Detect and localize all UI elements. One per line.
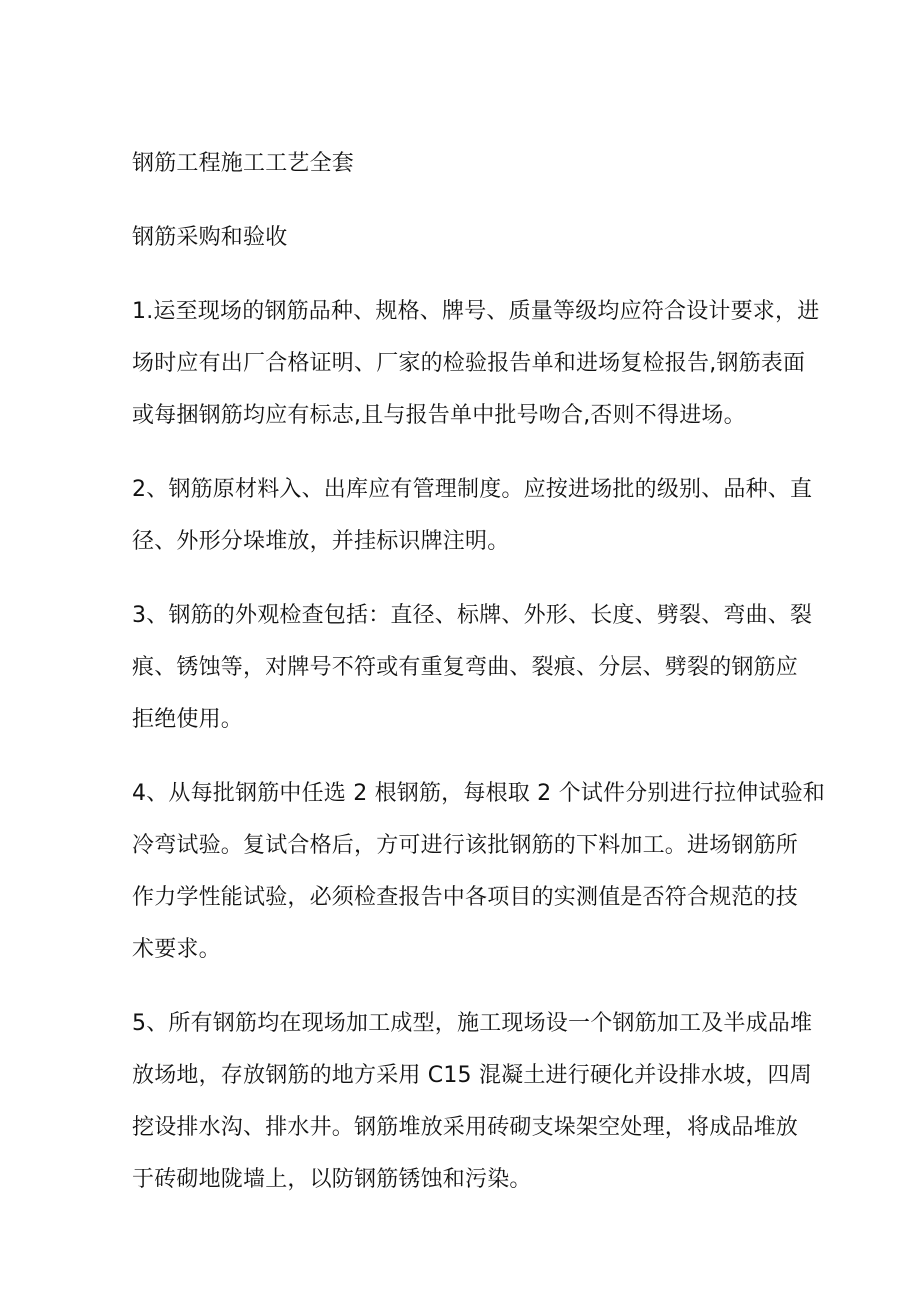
paragraph-line: 或每捆钢筋均应有标志,且与报告单中批号吻合,否则不得进场。 (132, 403, 746, 428)
paragraph-3 (132, 590, 813, 746)
document-title: 钢筋工程施工工艺全套 (132, 151, 355, 176)
paragraph-line: 场时应有出厂合格证明、厂家的检验报告单和进场复检报告,钢筋表面 (132, 351, 806, 376)
paragraph-4 (132, 768, 825, 976)
paragraph-line: 术要求。 (132, 937, 221, 962)
paragraph-line: 放场地，存放钢筋的地方采用 C15 混凝土进行硬化并设排水坡，四周 (132, 1063, 812, 1088)
paragraph-line: 3、钢筋的外观检查包括：直径、标牌、外形、长度、劈裂、弯曲、裂 (132, 603, 813, 628)
section-heading: 钢筋采购和验收 (132, 225, 288, 250)
paragraph-2 (132, 464, 813, 568)
paragraph-line: 1.运至现场的钢筋品种、规格、牌号、质量等级均应符合设计要求，进 (132, 299, 820, 324)
paragraph-line: 径、外形分垛堆放，并挂标识牌注明。 (132, 529, 510, 554)
paragraph-1 (132, 286, 820, 442)
paragraph-line: 5、所有钢筋均在现场加工成型，施工现场设一个钢筋加工及半成品堆 (132, 1011, 813, 1036)
paragraph-line: 拒绝使用。 (132, 707, 244, 732)
paragraph-line: 冷弯试验。复试合格后，方可进行该批钢筋的下料加工。进场钢筋所 (132, 833, 799, 858)
paragraph-line: 于砖砌地陇墙上，以防钢筋锈蚀和污染。 (132, 1167, 532, 1192)
paragraph-line: 作力学性能试验，必须检查报告中各项目的实测值是否符合规范的技 (132, 885, 799, 910)
paragraph-line: 2、钢筋原材料入、出库应有管理制度。应按进场批的级别、品种、直 (132, 477, 813, 502)
paragraph-line: 痕、锈蚀等，对牌号不符或有重复弯曲、裂痕、分层、劈裂的钢筋应 (132, 655, 799, 680)
paragraph-line: 挖设排水沟、排水井。钢筋堆放采用砖砌支垛架空处理，将成品堆放 (132, 1115, 799, 1140)
document-body (132, 138, 825, 1228)
paragraph-line: 4、从每批钢筋中任选 2 根钢筋，每根取 2 个试件分别进行拉伸试验和 (132, 781, 825, 806)
paragraph-5 (132, 998, 813, 1206)
